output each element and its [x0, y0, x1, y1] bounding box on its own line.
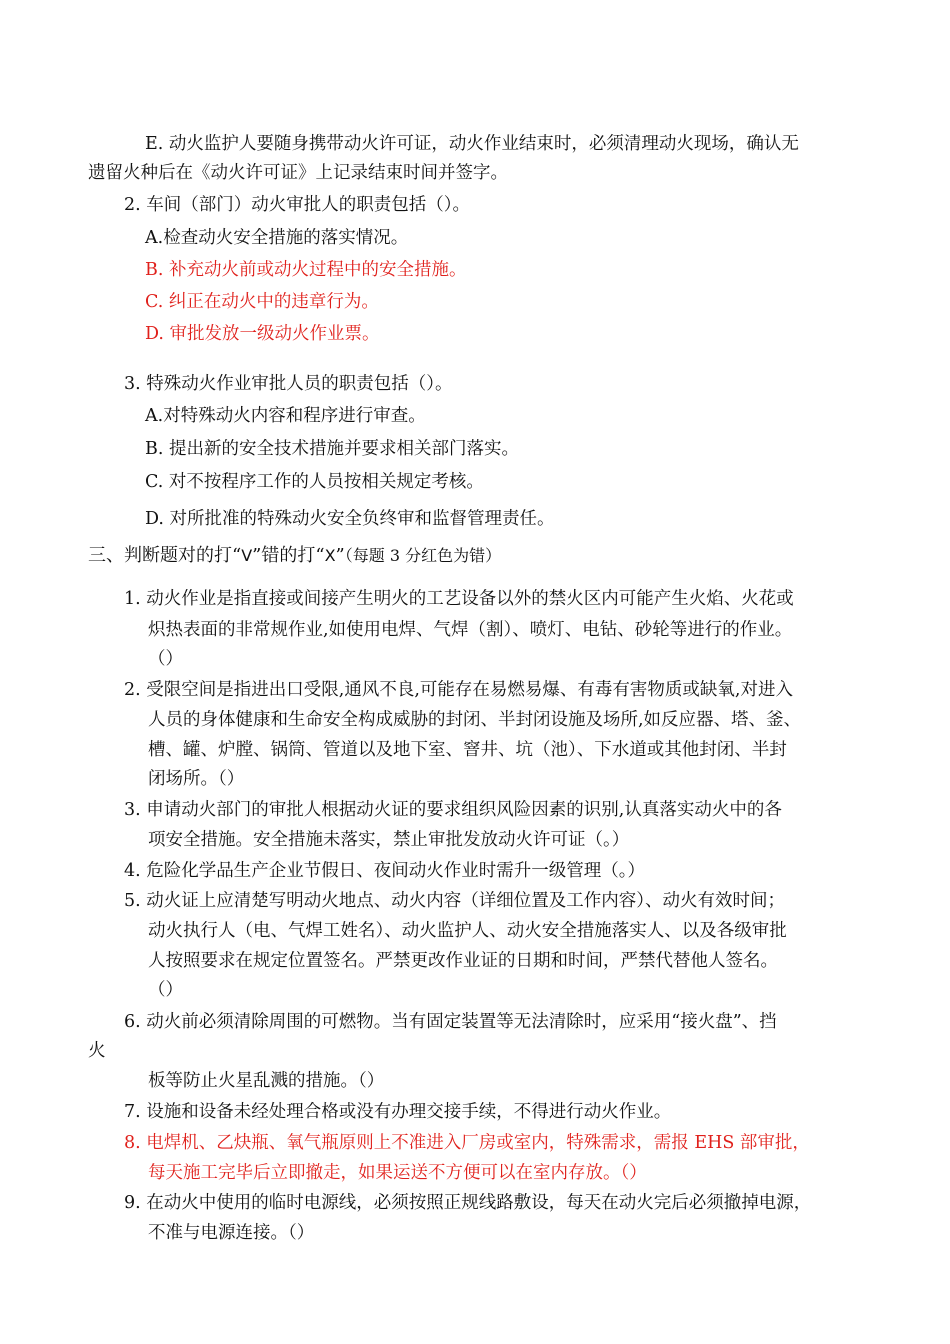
judgment-6-line-1: 6. 动火前必须清除周围的可燃物。当有固定装置等无法清除时，应采用“接火盘”、挡 [124, 1012, 777, 1032]
question-2-option-b: B. 补充动火前或动火过程中的安全措施。 [145, 260, 467, 280]
question-2-option-a: A.检查动火安全措施的落实情况。 [145, 228, 409, 248]
question-2-option-c: C. 纠正在动火中的违章行为。 [145, 292, 379, 312]
judgment-9-line-1: 9. 在动火中使用的临时电源线，必须按照正规线路敷设，每天在动火完后必须撤掉电源， [124, 1193, 812, 1213]
question-3-stem: 3. 特殊动火作业审批人员的职责包括（）。 [124, 374, 453, 394]
judgment-1-answer-blank: （） [148, 649, 183, 669]
judgment-9-line-2: 不准与电源连接。（） [148, 1223, 315, 1243]
judgment-7-line-1: 7. 设施和设备未经处理合格或没有办理交接手续，不得进行动火作业。 [124, 1102, 672, 1122]
judgment-2-line-3: 槽、罐、炉膛、锅筒、管道以及地下室、窨井、坑（池）、下水道或其他封闭、半封 [148, 740, 787, 760]
question-1-option-e-line-1: E. 动火监护人要随身携带动火许可证，动火作业结束时，必须清理动火现场，确认无 [145, 134, 799, 154]
judgment-5-line-2: 动火执行人（电、气焊工姓名）、动火监护人、动火安全措施落实人、以及各级审批 [148, 921, 787, 941]
question-3-option-c: C. 对不按程序工作的人员按相关规定考核。 [145, 472, 484, 492]
judgment-3-line-1: 3. 申请动火部门的审批人根据动火证的要求组织风险因素的识别,认真落实动火中的各 [124, 800, 782, 820]
judgment-4-line-1: 4. 危险化学品生产企业节假日、夜间动火作业时需升一级管理（。） [124, 861, 646, 881]
judgment-2-line-1: 2. 受限空间是指进出口受限,通风不良,可能存在易燃易爆、有毒有害物质或缺氧,对进入 [124, 680, 793, 700]
question-2-stem: 2. 车间（部门）动火审批人的职责包括（）。 [124, 195, 471, 215]
judgment-1-line-1: 1. 动火作业是指直接或间接产生明火的工艺设备以外的禁火区内可能产生火焰、火花或 [124, 589, 794, 609]
question-3-option-a: A.对特殊动火内容和程序进行审查。 [145, 406, 426, 426]
section-3-heading-prefix: 三、判断题对的打 [88, 545, 232, 566]
section-3-x-mark: X [324, 546, 336, 565]
question-1-option-e-line-2: 遗留火种后在《动火许可证》上记录结束时间并签字。 [88, 163, 508, 183]
section-3-quote-close-1: ” [252, 545, 262, 566]
judgment-8-line-1: 8. 电焊机、乙炔瓶、氧气瓶原则上不准进入厂房或室内，特殊需求，需报 EHS 部审批， [124, 1133, 810, 1153]
section-3-heading-mid: 错的打 [261, 545, 316, 566]
judgment-5-answer-blank: （） [148, 980, 183, 1000]
section-3-quote-open-2: “ [315, 545, 325, 566]
judgment-6-line-3: 板等防止火星乱溅的措施。（） [148, 1071, 385, 1091]
judgment-8-line-2: 每天施工完毕后立即撤走，如果运送不方便可以在室内存放。（） [148, 1163, 647, 1183]
question-2-option-d: D. 审批发放一级动火作业票。 [145, 324, 380, 344]
judgment-6-line-2: 火 [88, 1041, 106, 1061]
judgment-2-line-4: 闭场所。（） [148, 769, 245, 789]
judgment-5-line-3: 人按照要求在规定位置签名。严禁更改作业证的日期和时间，严禁代替他人签名。 [148, 951, 778, 971]
judgment-5-line-1: 5. 动火证上应清楚写明动火地点、动火内容（详细位置及工作内容）、动火有效时间； [124, 891, 786, 911]
section-3-v-mark: V [241, 546, 253, 565]
section-3-quote-open-1: “ [232, 545, 242, 566]
section-3-heading [88, 545, 501, 567]
judgment-3-line-2: 项安全措施。安全措施未落实，禁止审批发放动火许可证（。） [148, 830, 630, 850]
section-3-heading-suffix: （每题 3 分红色为错） [344, 546, 502, 565]
question-3-option-b: B. 提出新的安全技术措施并要求相关部门落实。 [145, 439, 519, 459]
question-3-option-d: D. 对所批准的特殊动火安全负终审和监督管理责任。 [145, 509, 555, 529]
judgment-2-line-2: 人员的身体健康和生命安全构成威胁的封闭、半封闭设施及场所,如反应器、塔、釜、 [148, 710, 802, 730]
judgment-1-line-2: 炽热表面的非常规作业,如使用电焊、气焊（割）、喷灯、电钻、砂轮等进行的作业。 [148, 620, 793, 640]
section-3-quote-close-2: ” [335, 545, 345, 566]
